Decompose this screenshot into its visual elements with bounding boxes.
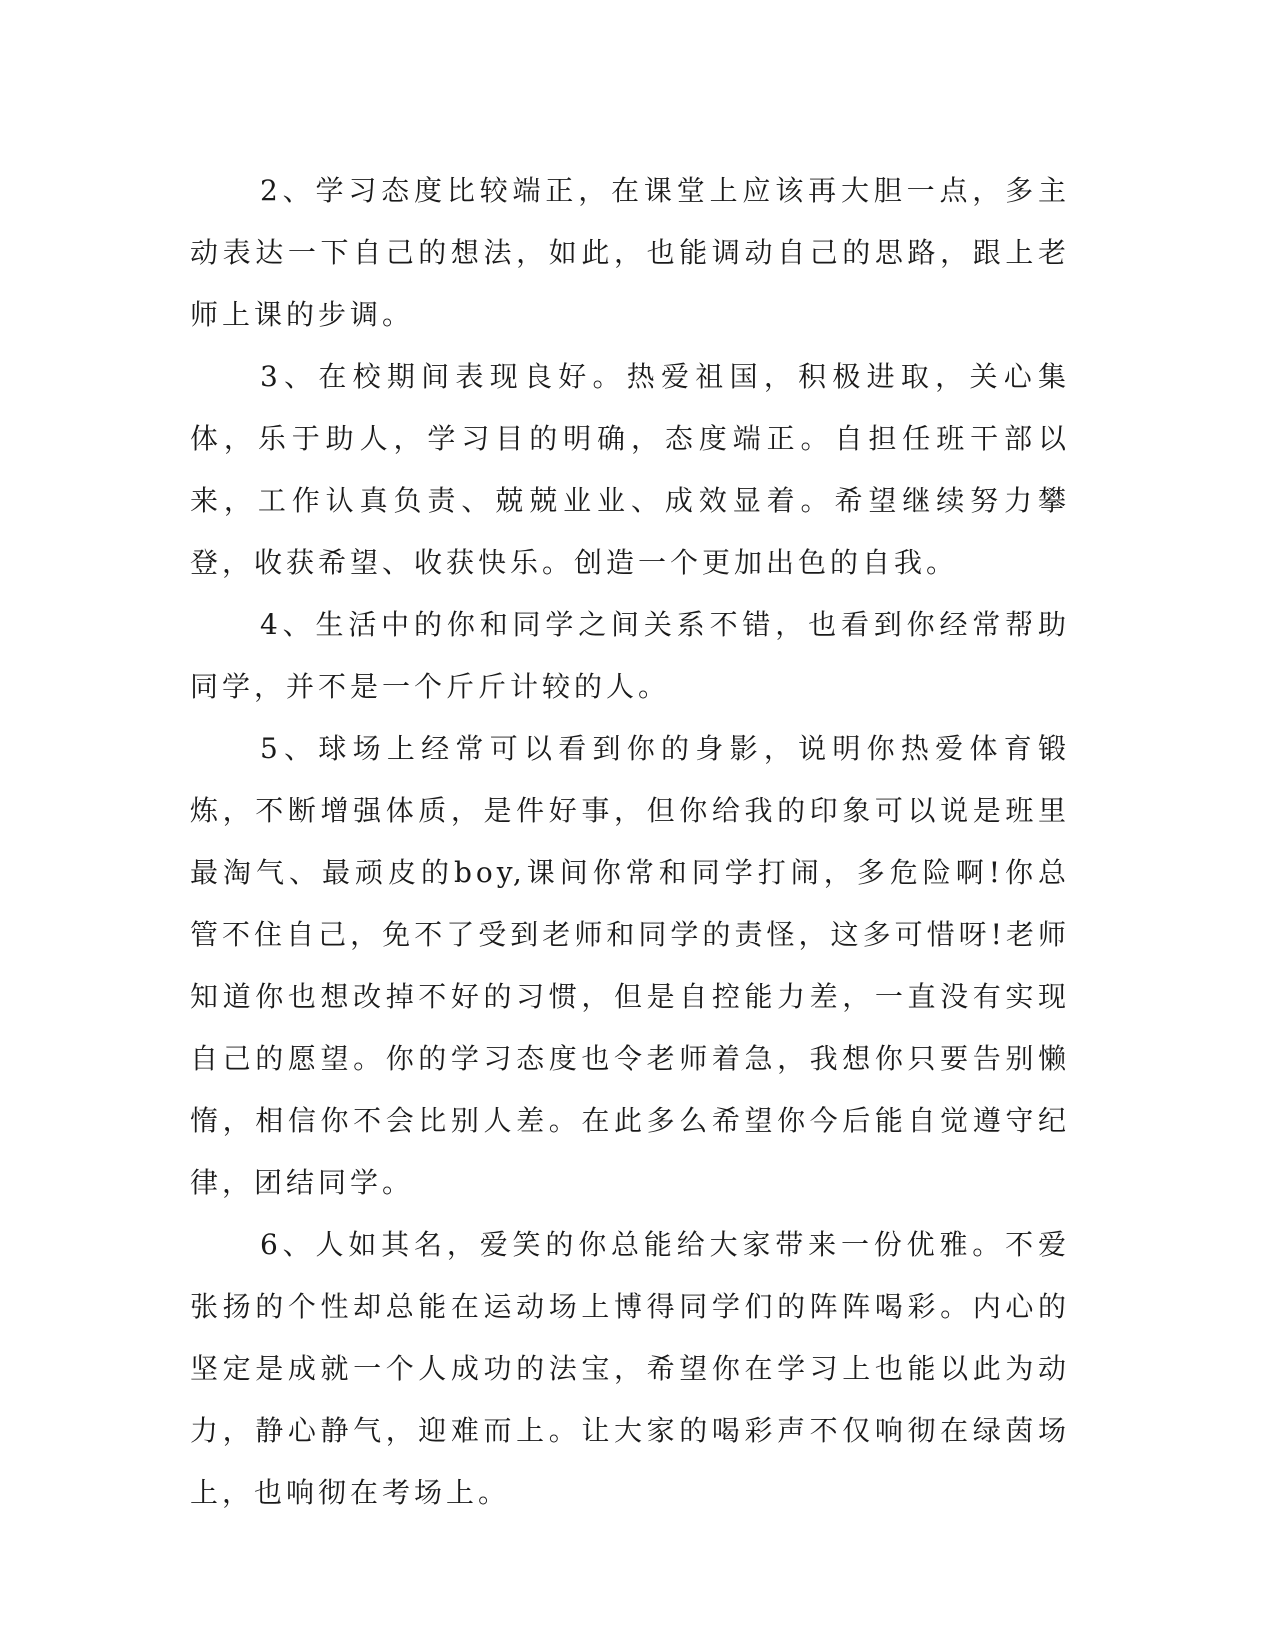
paragraph-6: 6、人如其名，爱笑的你总能给大家带来一份优雅。不爱张扬的个性却总能在运动场上博得同学们的阵阵喝彩。内心的坚定是成就一个人成功的法宝，希望你在学习上也能以此为动力，静心静气，迎难而上。让大家的喝彩声不仅响彻在绿茵场上，也响彻在考场上。: [190, 1228, 1070, 1509]
paragraph-4: 4、生活中的你和同学之间关系不错，也看到你经常帮助同学，并不是一个斤斤计较的人。: [190, 608, 1070, 703]
paragraph-2: 2、学习态度比较端正，在课堂上应该再大胆一点，多主动表达一下自己的想法，如此，也能调动自己的思路，跟上老师上课的步调。: [190, 174, 1070, 331]
document-body: [190, 160, 1070, 1524]
paragraph-3: 3、在校期间表现良好。热爱祖国，积极进取，关心集体，乐于助人，学习目的明确，态度端正。自担任班干部以来，工作认真负责、兢兢业业、成效显着。希望继续努力攀登，收获希望、收获快乐。创造一个更加出色的自我。: [190, 360, 1070, 579]
paragraph-5: 5、球场上经常可以看到你的身影，说明你热爱体育锻炼，不断增强体质，是件好事，但你给我的印象可以说是班里最淘气、最顽皮的boy,课间你常和同学打闹，多危险啊!你总管不住自己，免不了受到老师和同学的责怪，这多可惜呀!老师知道你也想改掉不好的习惯，但是自控能力差，一直没有实现自己的愿望。你的学习态度也令老师着急，我想你只要告别懒惰，相信你不会比别人差。在此多么希望你今后能自觉遵守纪律，团结同学。: [190, 732, 1070, 1199]
